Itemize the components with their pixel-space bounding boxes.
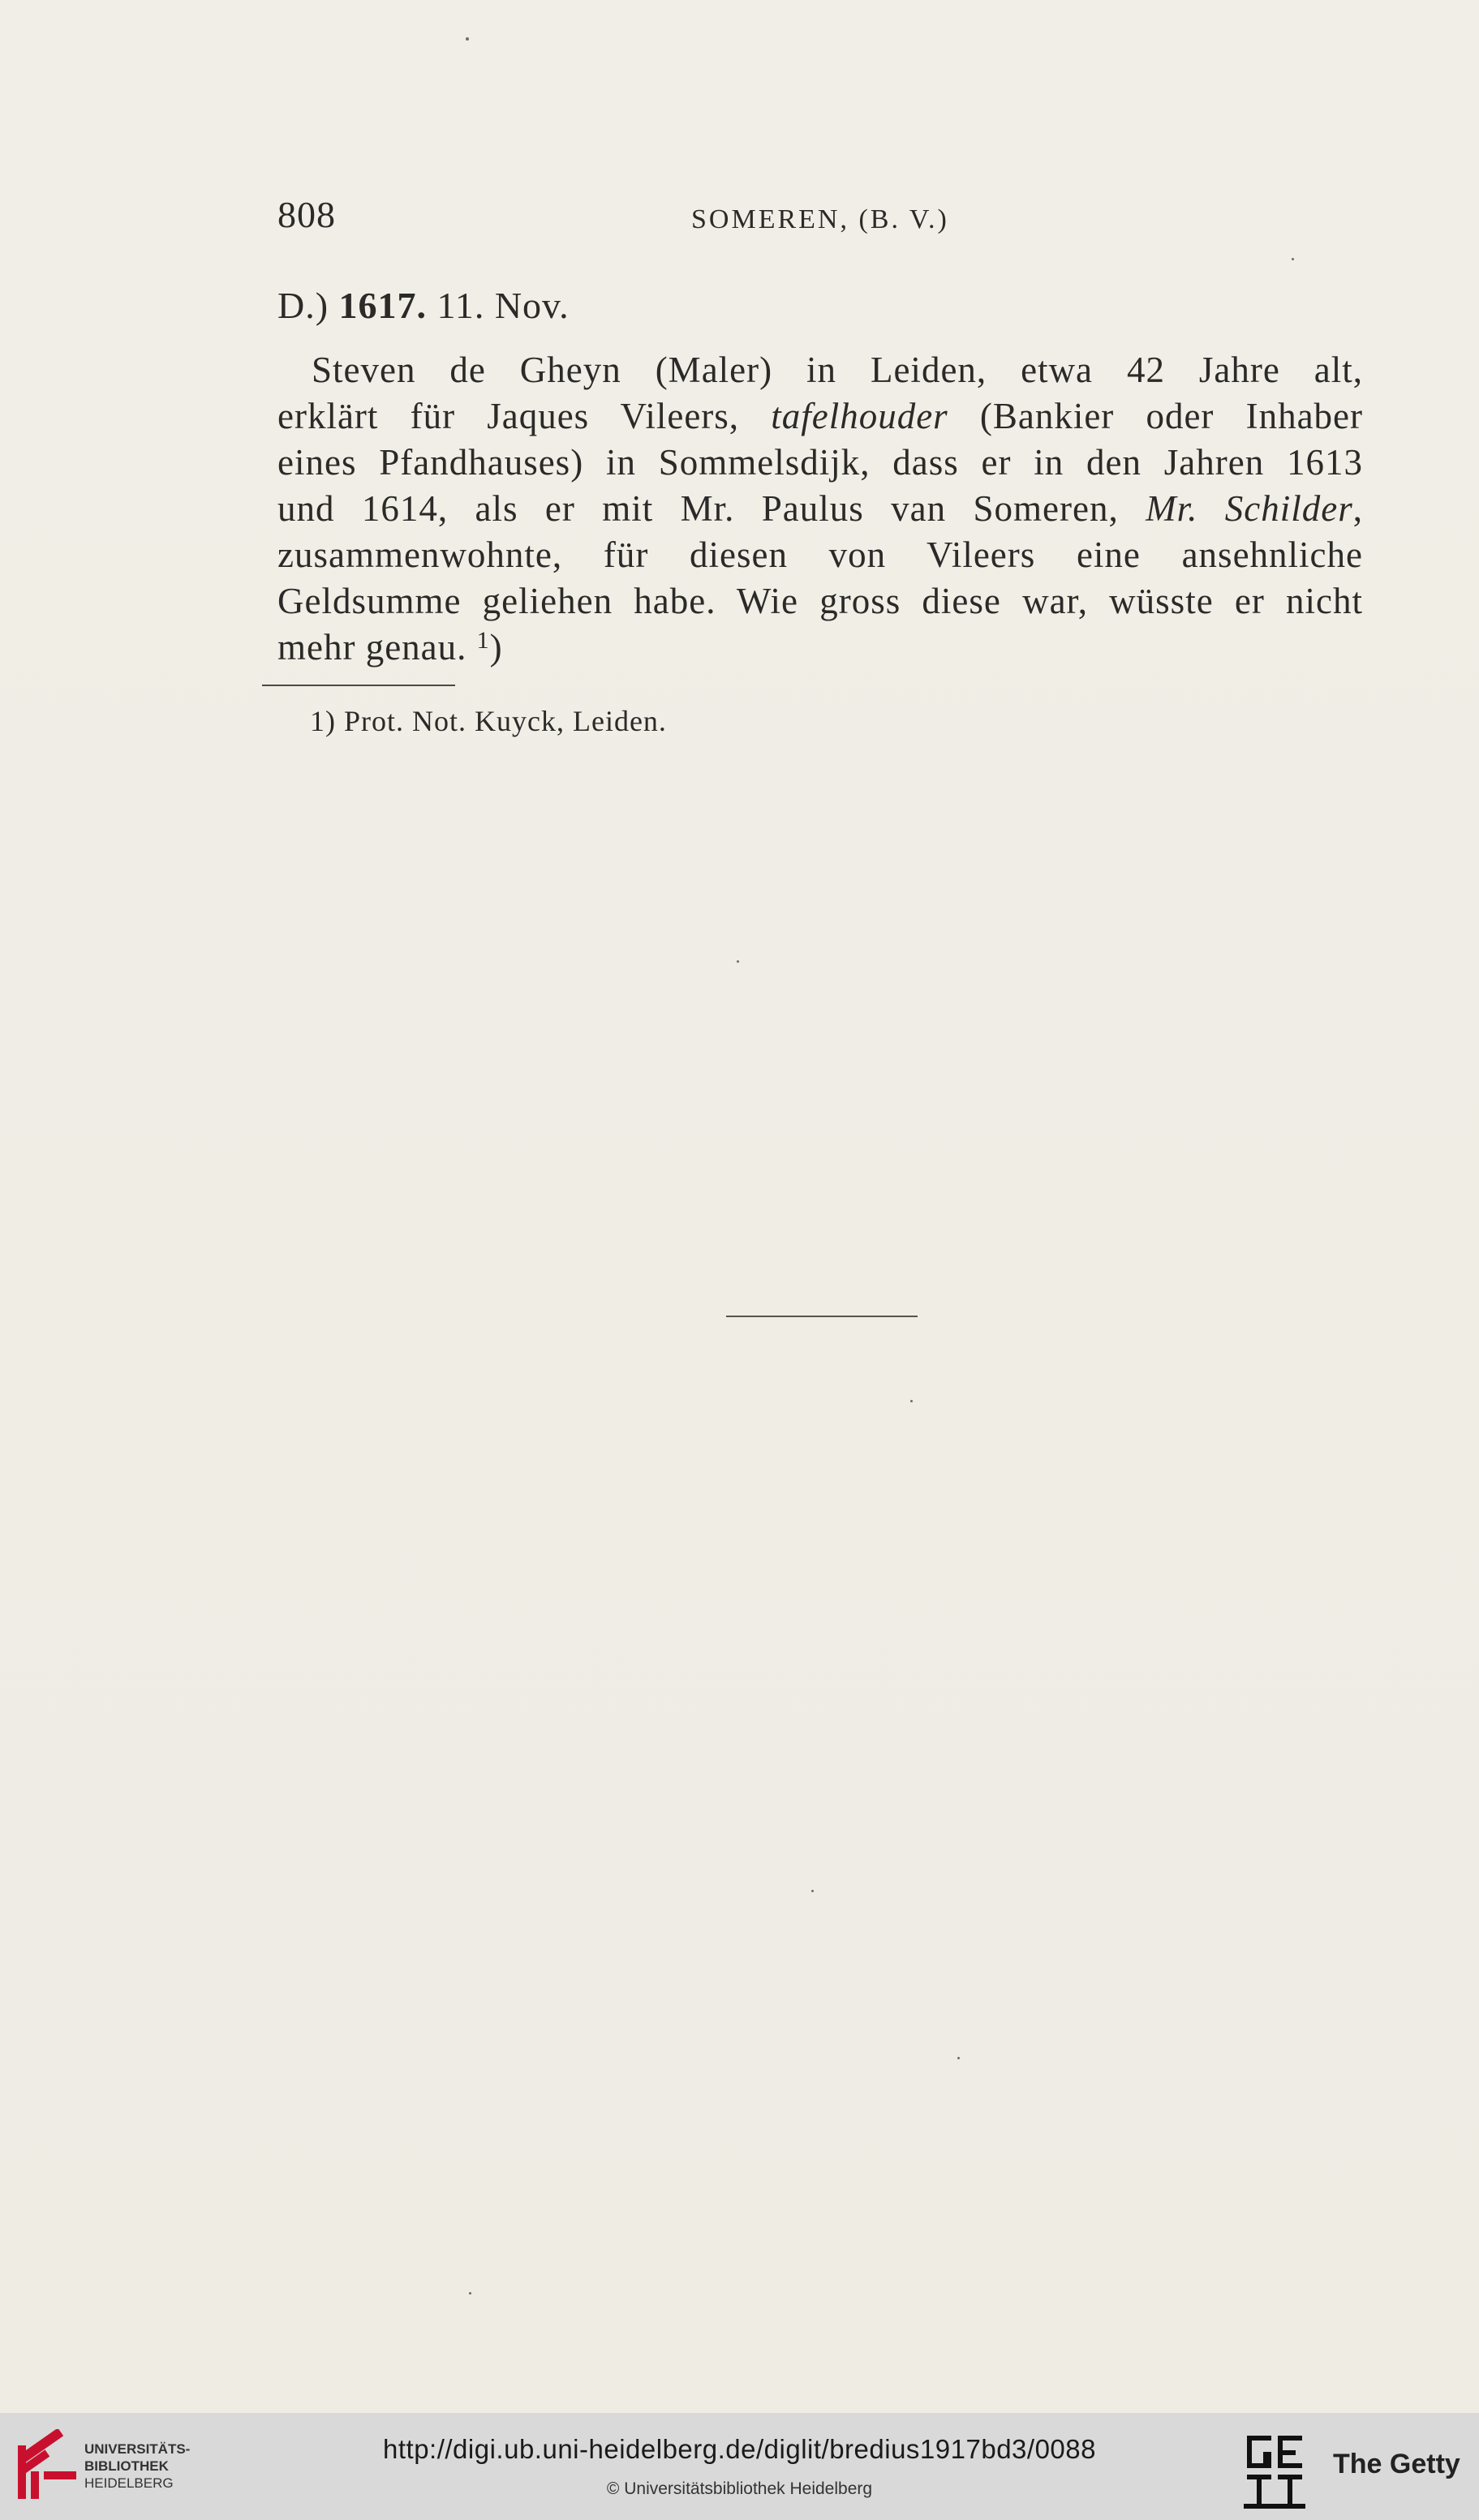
- italic-term: tafelhouder: [771, 396, 948, 436]
- line-text: und 1614, als er mit Mr. Paulus van Someren,: [277, 488, 1146, 529]
- line-text: zusammenwohnte, für diesen von Vileers eine ansehnliche: [277, 534, 1363, 575]
- paragraph-line: [277, 347, 1363, 393]
- footnote: 1) Prot. Not. Kuyck, Leiden.: [310, 705, 667, 737]
- partner-name: The Getty: [1333, 2449, 1460, 2479]
- institution-line: BIBLIOTHEK: [84, 2458, 169, 2474]
- paragraph-line: [277, 578, 1363, 625]
- line-text: (Bankier oder Inhaber: [948, 396, 1363, 436]
- getty-logo-icon: [1244, 2431, 1305, 2510]
- entry-date: 11. Nov.: [436, 285, 570, 326]
- entry-year: 1617.: [338, 285, 428, 326]
- section-end-rule: [726, 1316, 918, 1317]
- digitization-footer: [0, 2413, 1479, 2520]
- paper-speck: [1292, 258, 1294, 260]
- italic-term: Mr. Schilder: [1146, 488, 1353, 529]
- institution-line: HEIDELBERG: [84, 2475, 174, 2491]
- permalink-url[interactable]: http://digi.ub.uni-heidelberg.de/diglit/bredius1917bd3/0088: [383, 2434, 1096, 2464]
- footnote-rule: [262, 685, 455, 686]
- line-text: Steven de Gheyn (Maler) in Leiden, etwa 42 Jahre alt,: [312, 350, 1363, 390]
- paper-speck: [910, 1400, 913, 1402]
- line-text: erklärt für Jaques Vileers,: [277, 396, 772, 436]
- line-text: eines Pfandhauses) in Sommelsdijk, dass er in den Jahren 1613: [277, 442, 1363, 483]
- entry-prefix: D.): [277, 285, 329, 326]
- entry-heading: [277, 284, 570, 327]
- paragraph-line: [277, 532, 1363, 578]
- paper-speck: [957, 2057, 960, 2059]
- line-text: ,: [1352, 488, 1363, 529]
- paragraph-line: [277, 393, 1363, 440]
- paper-speck: [737, 960, 739, 963]
- entry-paragraph: [277, 347, 1363, 671]
- line-text: Geldsumme geliehen habe. Wie gross diese war, wüsste er nicht: [277, 581, 1363, 621]
- paragraph-line: [277, 440, 1363, 486]
- paper-speck: [466, 37, 469, 41]
- running-head: SOMEREN, (B. V.): [691, 204, 949, 234]
- page-number: 808: [277, 194, 336, 235]
- footnote-reference[interactable]: 1: [476, 627, 490, 654]
- paper-speck: [811, 1890, 814, 1892]
- paragraph-line: [277, 625, 1363, 671]
- paragraph-line: [277, 486, 1363, 532]
- paper-speck: [469, 2292, 471, 2295]
- institution-line: UNIVERSITÄTS-: [84, 2441, 191, 2457]
- copyright-notice: © Universitätsbibliothek Heidelberg: [606, 2479, 873, 2498]
- line-text: ): [489, 627, 503, 668]
- line-text: mehr genau.: [277, 627, 477, 668]
